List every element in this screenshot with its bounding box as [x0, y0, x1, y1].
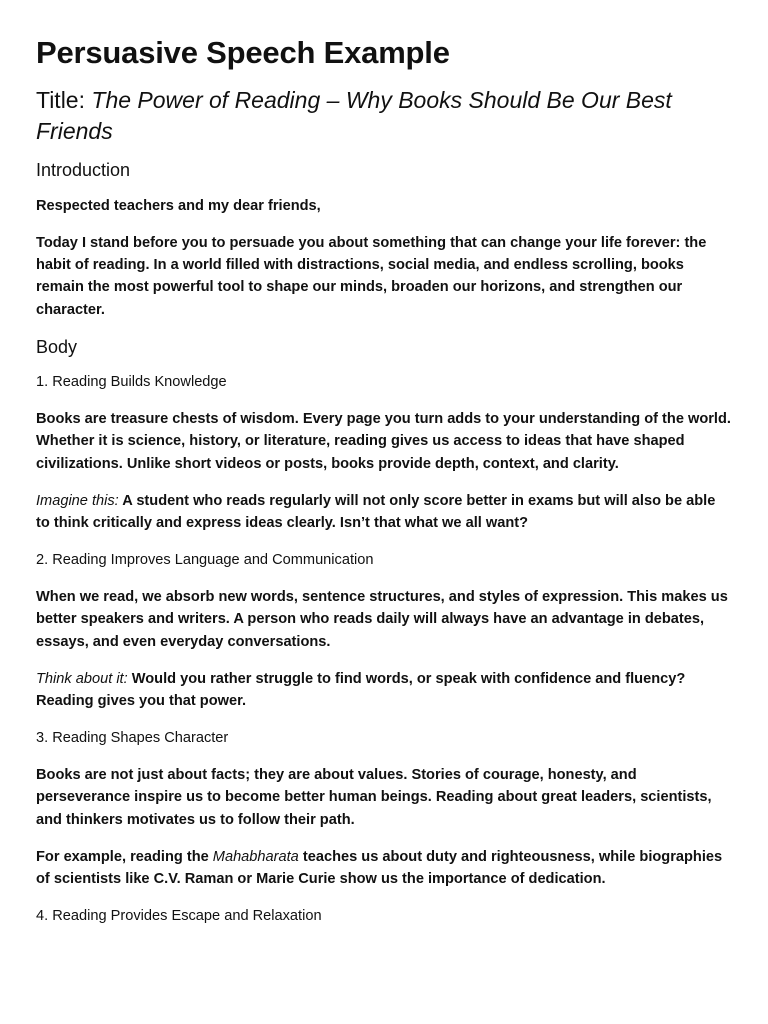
introduction-paragraph: Today I stand before you to persuade you about something that can change your life forever: the habit of reading. In a world filled with distractions, social media, and endless scrolling, books remain the most powerful tool to shape our minds, broaden our horizons, and strengthen our character. [36, 234, 707, 318]
point-3-paragraph: Books are not just about facts; they are about values. Stories of courage, honesty, and perseverance inspire us to become better human beings. Reading about great leaders, scientists, and thinkers motivates us to follow their path. [36, 766, 712, 828]
point-1-aside-lead: Imagine this: [36, 492, 119, 509]
point-1-paragraph: Books are treasure chests of wisdom. Every page you turn adds to your understanding of the world. Whether it is science, history, or literature, reading gives us access to ideas that have shaped civilizations. Unlike short videos or posts, books provide depth, context, and clarity. [36, 411, 731, 472]
point-1-aside [36, 490, 732, 535]
point-2-paragraph: When we read, we absorb new words, sentence structures, and styles of expression. This makes us better speakers and writers. A person who reads daily will always have an advantage in debates, essays, and even everyday conversations. [36, 588, 728, 650]
point-2-heading: 2. Reading Improves Language and Communication [36, 552, 374, 569]
speech-title-prefix: Title: [36, 87, 92, 114]
body-heading: Body [36, 336, 78, 357]
point-3-example-after: teaches us about duty and righteousness, while biographies of scientists like C.V. Raman or Marie Curie show us the importance of dedication. [36, 848, 723, 887]
speech-title-text: The Power of Reading – Why Books Should Be Our Best Friends [36, 87, 672, 145]
page-title: Persuasive Speech Example [36, 35, 450, 70]
greeting-paragraph: Respected teachers and my dear friends, [36, 197, 321, 214]
point-3-example-before: For example, reading the [36, 848, 213, 865]
point-2-aside [36, 668, 732, 713]
point-1-heading: 1. Reading Builds Knowledge [36, 374, 227, 391]
point-3-example [36, 846, 732, 891]
point-1-aside-text: A student who reads regularly will not only score better in exams but will also be able to think critically and express ideas clearly. Isn’t that what we all want? [36, 492, 716, 532]
point-2-aside-lead: Think about it: [36, 670, 128, 687]
point-3-example-italic: Mahabharata [212, 848, 299, 865]
introduction-heading: Introduction [36, 160, 131, 181]
point-2-aside-text: Would you rather struggle to find words, or speak with confidence and fluency? Reading gives you that power. [36, 670, 686, 710]
point-4-heading: 4. Reading Provides Escape and Relaxation [36, 907, 322, 924]
speech-title [36, 85, 732, 147]
point-3-heading: 3. Reading Shapes Character [36, 729, 229, 746]
